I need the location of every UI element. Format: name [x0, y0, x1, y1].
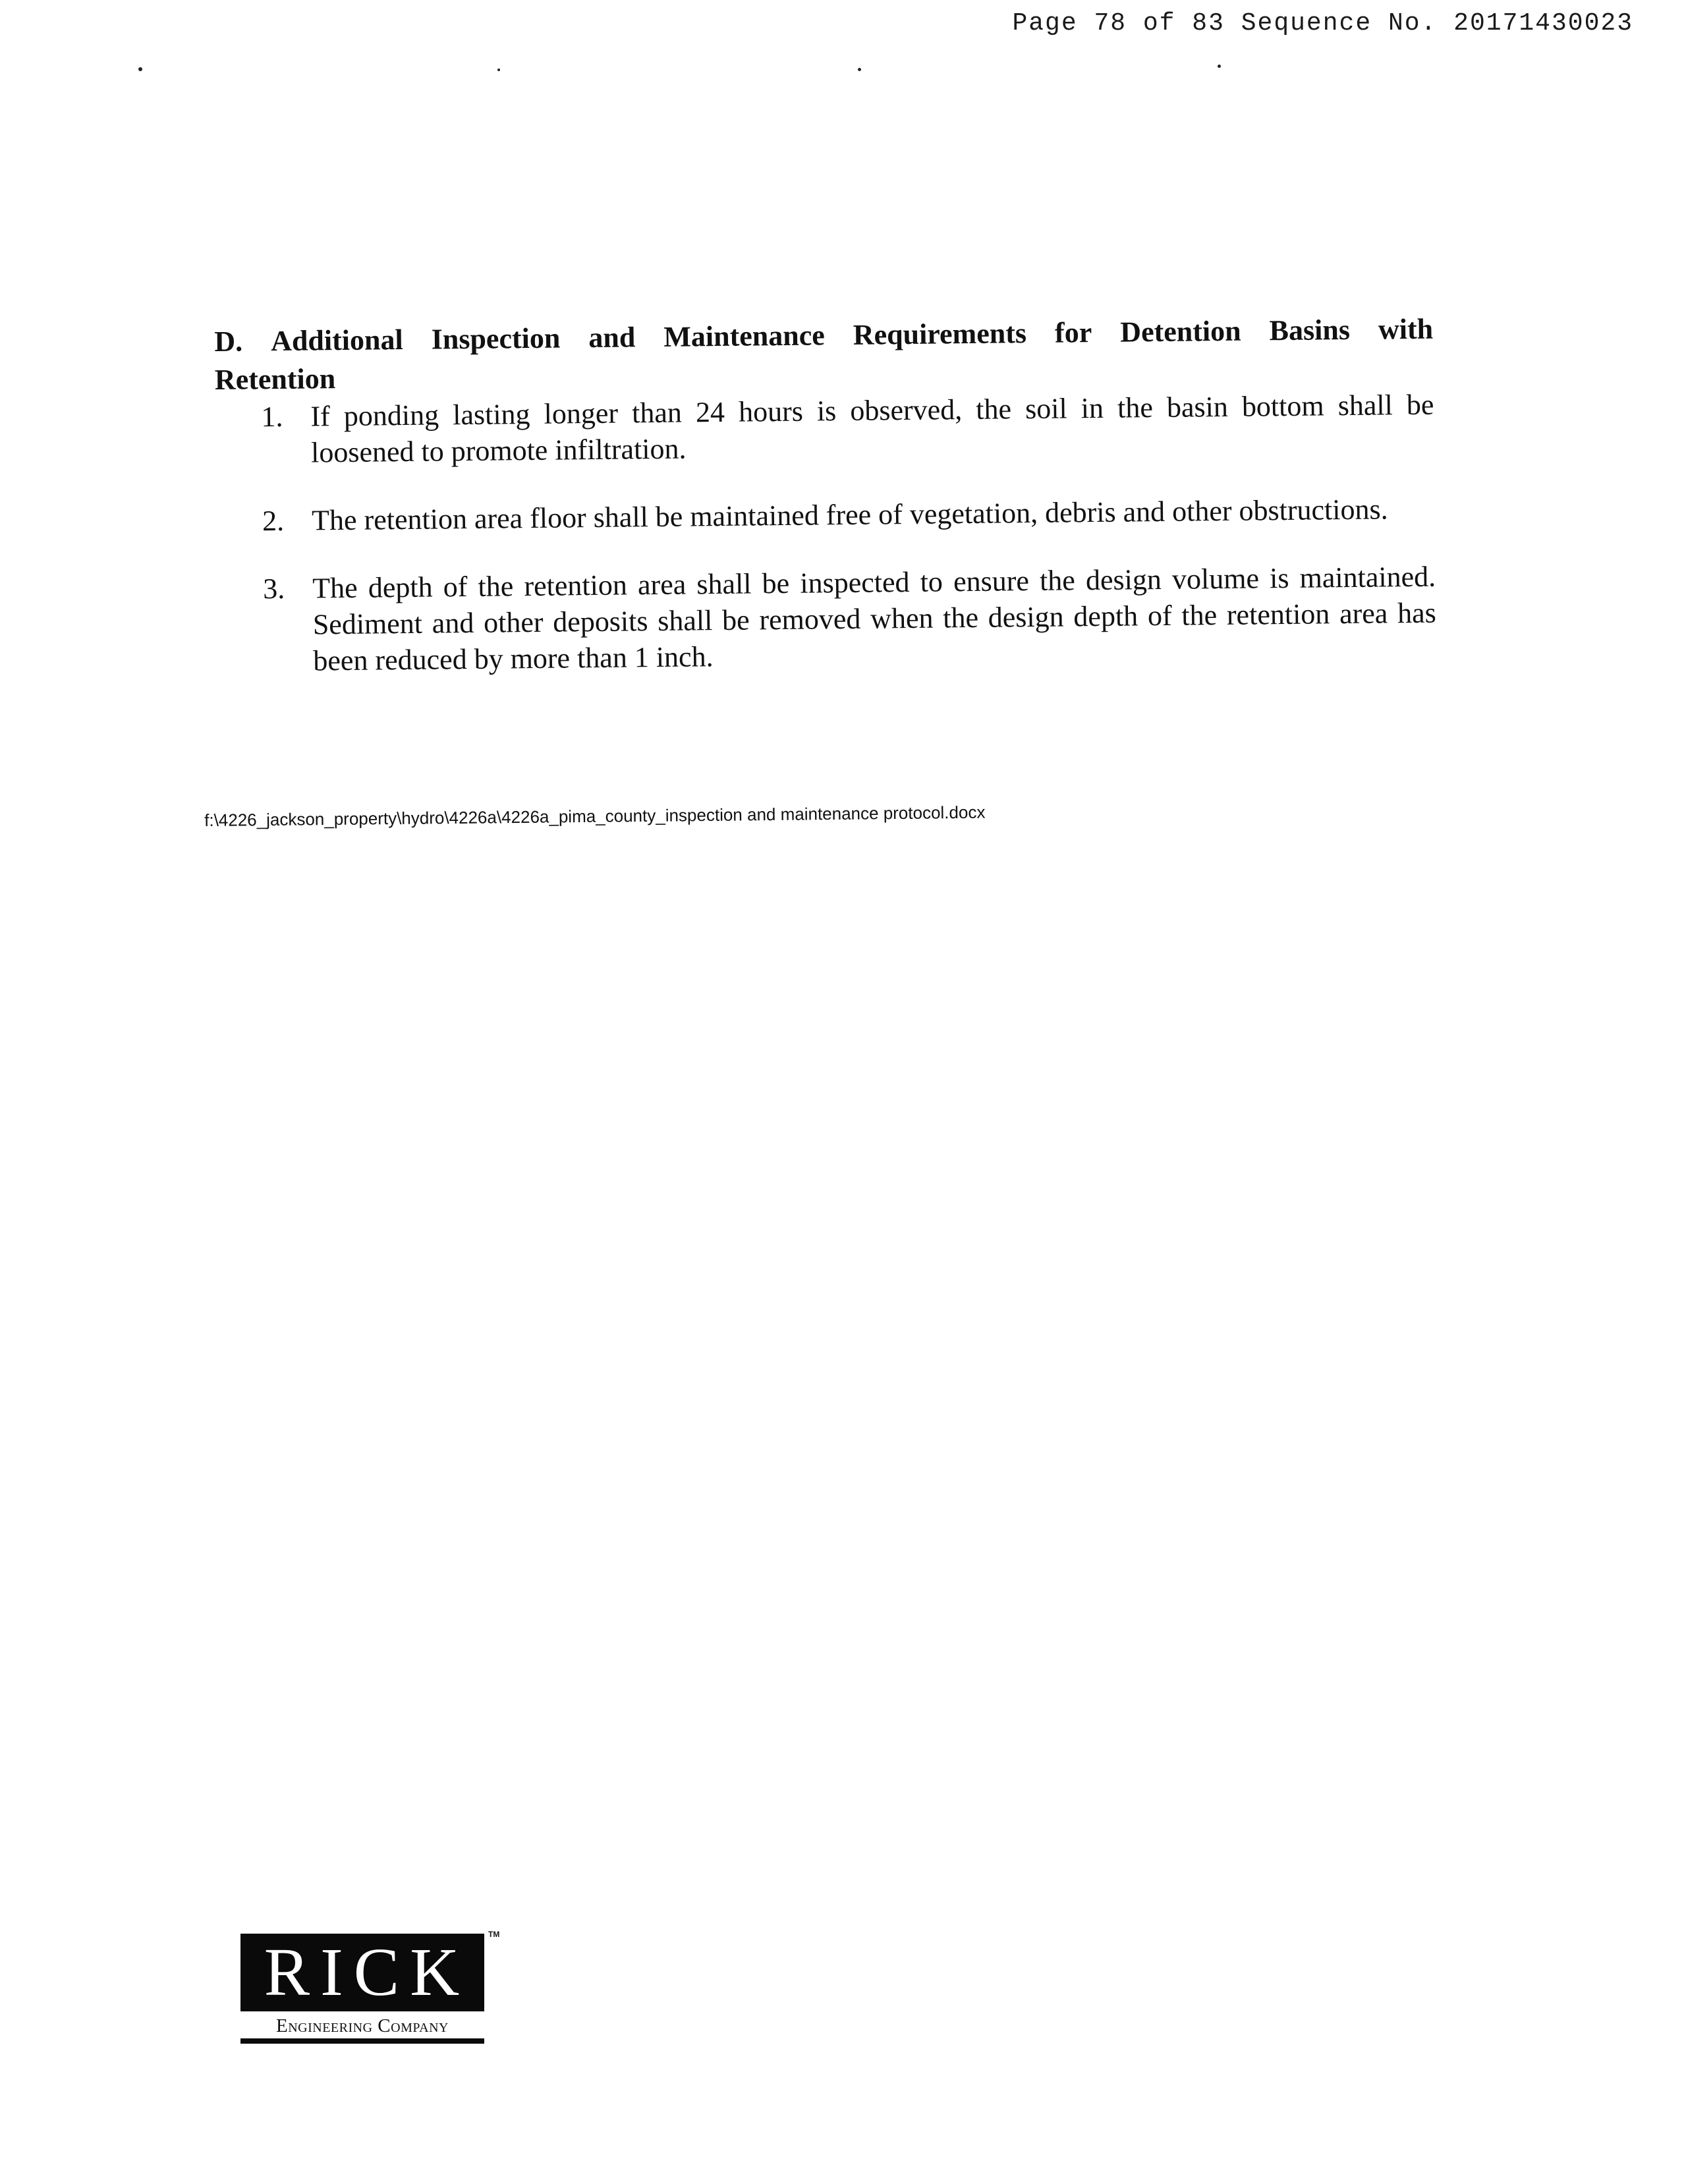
- page-sequence-stamp: Page 78 of 83 Sequence No. 20171430023: [1012, 9, 1633, 38]
- heading-word: and: [588, 321, 636, 354]
- logo-wordmark-box: [240, 1934, 484, 2011]
- section-body: [214, 310, 1437, 712]
- item-text: The depth of the retention area shall be inspected to ensure the design volume is maintained. Sediment and other deposits shall be removed when the design depth of the retention area has been reduced by more than 1 inch.: [312, 560, 1436, 677]
- heading-word: Detention: [1120, 314, 1241, 349]
- heading-word: Requirements: [853, 317, 1027, 351]
- scan-speck: [497, 69, 500, 71]
- heading-word: Maintenance: [663, 319, 826, 353]
- heading-word: with: [1378, 312, 1434, 346]
- item-text: The retention area floor shall be maintained free of vegetation, debris and other obstructions.: [311, 493, 1388, 537]
- heading-line-2: Retention: [214, 362, 336, 396]
- item-number: 2.: [262, 504, 285, 538]
- list-item: [215, 387, 1434, 472]
- heading-word: for: [1054, 316, 1092, 349]
- logo-wordmark: RICK: [264, 1934, 470, 2010]
- item-text: If ponding lasting longer than 24 hours is observed, the soil in the basin bottom shall be loosened to promote infiltration.: [310, 388, 1434, 469]
- rick-engineering-logo: [240, 1930, 501, 2044]
- heading-word: Additional: [270, 323, 403, 358]
- list-item: [216, 491, 1435, 540]
- list-item: [217, 559, 1437, 680]
- trademark-mark: TM: [488, 1930, 500, 1939]
- scan-speck: [138, 67, 142, 71]
- heading-line-1: [214, 310, 1434, 361]
- heading-word: Basins: [1269, 313, 1351, 347]
- logo-subtitle: Engineering Company: [240, 2015, 484, 2044]
- requirements-list: [215, 387, 1436, 680]
- section-heading: [214, 310, 1434, 399]
- item-number: 3.: [262, 572, 285, 605]
- heading-word: D.: [214, 325, 243, 358]
- item-number: 1.: [261, 400, 283, 434]
- scan-speck: [858, 68, 861, 71]
- scan-speck: [1218, 65, 1221, 68]
- heading-word: Inspection: [431, 322, 561, 356]
- file-path-footer: f:\4226_jackson_property\hydro\4226a\4226a_pima_county_inspection and maintenance protocol.docx: [204, 802, 986, 830]
